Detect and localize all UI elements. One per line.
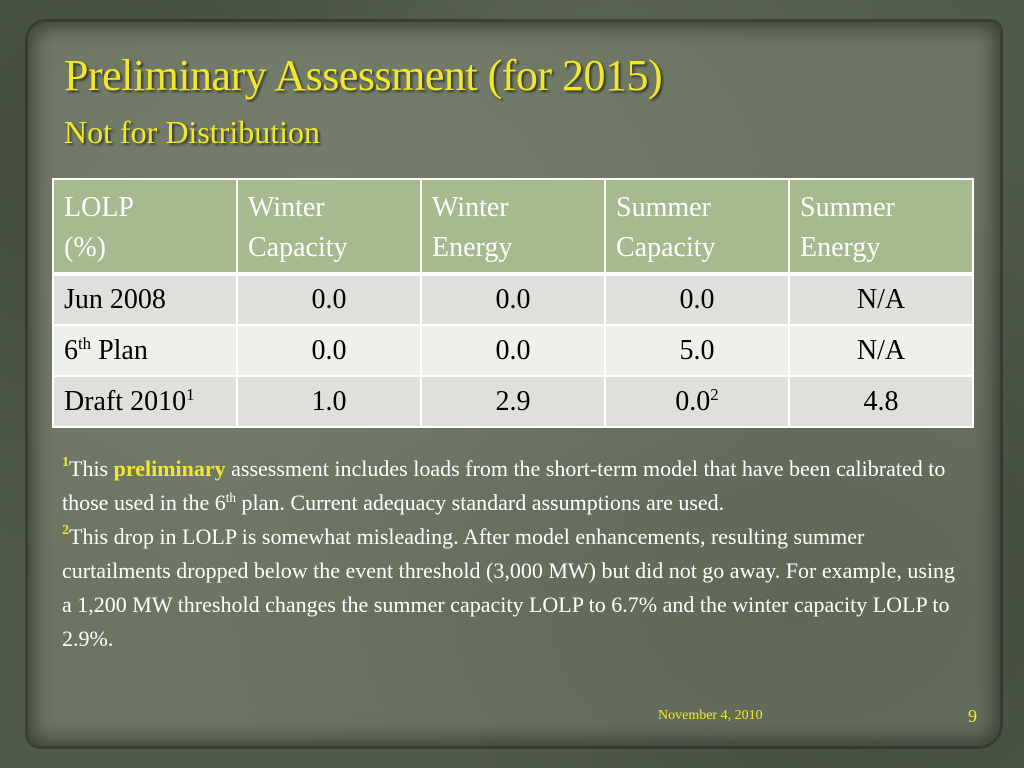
row-label — [53, 376, 237, 427]
footnote-2 — [62, 520, 962, 656]
footnotes — [62, 452, 962, 656]
lolp-table — [52, 178, 974, 428]
row-label — [53, 325, 237, 376]
table-row — [53, 274, 973, 325]
header-line: Summer — [800, 192, 895, 223]
cell-winter-capacity: 1.0 — [237, 376, 421, 427]
table-row — [53, 325, 973, 376]
footnote-sup: th — [225, 490, 237, 506]
slide-subtitle: Not for Distribution — [64, 114, 320, 150]
row-label-sup: th — [78, 333, 92, 353]
row-label-text: Draft 2010 — [64, 385, 187, 417]
row-label — [53, 274, 237, 325]
row-label-text: Jun 2008 — [64, 284, 166, 315]
cell-winter-energy: 2.9 — [421, 376, 605, 427]
table-header-row — [53, 179, 973, 274]
cell-winter-energy: 0.0 — [421, 325, 605, 376]
cell-winter-capacity: 0.0 — [237, 274, 421, 325]
header-summer-capacity — [605, 179, 789, 274]
cell-summer-capacity — [605, 274, 789, 325]
header-line: LOLP — [64, 192, 134, 223]
footnote-text: assessment includes loads from the short-term model that have been calibrated to those used in the 6 — [62, 456, 946, 515]
highlight-preliminary: preliminary — [113, 456, 226, 481]
cell-winter-energy: 0.0 — [421, 274, 605, 325]
footnote-number: 1 — [62, 455, 69, 471]
header-line: Capacity — [248, 232, 348, 263]
header-lolp — [53, 179, 237, 274]
slide-title: Preliminary Assessment (for 2015) — [64, 51, 663, 100]
footnote-number: 2 — [62, 523, 69, 539]
page-number: 9 — [968, 706, 977, 726]
footnote-text: This — [69, 456, 114, 481]
cell-value: 5.0 — [679, 334, 715, 366]
footnote-1 — [62, 452, 962, 520]
cell-value: 0.0 — [675, 385, 711, 417]
table-row — [53, 376, 973, 427]
header-line: Capacity — [616, 232, 716, 263]
cell-summer-energy: N/A — [789, 325, 973, 376]
row-label-sup: 1 — [186, 384, 195, 404]
header-line: Summer — [616, 192, 711, 223]
footer-date: November 4, 2010 — [658, 708, 763, 723]
header-winter-energy — [421, 179, 605, 274]
cell-summer-energy: N/A — [789, 274, 973, 325]
footnote-text: plan. Current adequacy standard assumptions are used. — [236, 490, 725, 515]
cell-winter-capacity: 0.0 — [237, 325, 421, 376]
header-winter-capacity — [237, 179, 421, 274]
footnote-text: This drop in LOLP is somewhat misleading. After model enhancements, resulting summer curtailments dropped below the event threshold (3,000 MW) but did not go away. For example, using a 1,200 MW threshold changes the summer capacity LOLP to 6.7% and the winter capacity LOLP to 2.9%. — [62, 524, 956, 651]
row-label-rest: Plan — [91, 334, 148, 366]
row-label-text: 6 — [64, 334, 78, 366]
header-summer-energy — [789, 179, 973, 274]
header-line: Winter — [432, 192, 509, 223]
header-line: Energy — [432, 232, 513, 263]
cell-sup: 2 — [710, 384, 719, 404]
header-line: (%) — [64, 232, 106, 263]
header-line: Energy — [800, 232, 881, 263]
cell-value: 0.0 — [679, 284, 715, 315]
cell-summer-capacity — [605, 376, 789, 427]
cell-summer-energy: 4.8 — [789, 376, 973, 427]
header-line: Winter — [248, 192, 325, 223]
cell-summer-capacity — [605, 325, 789, 376]
